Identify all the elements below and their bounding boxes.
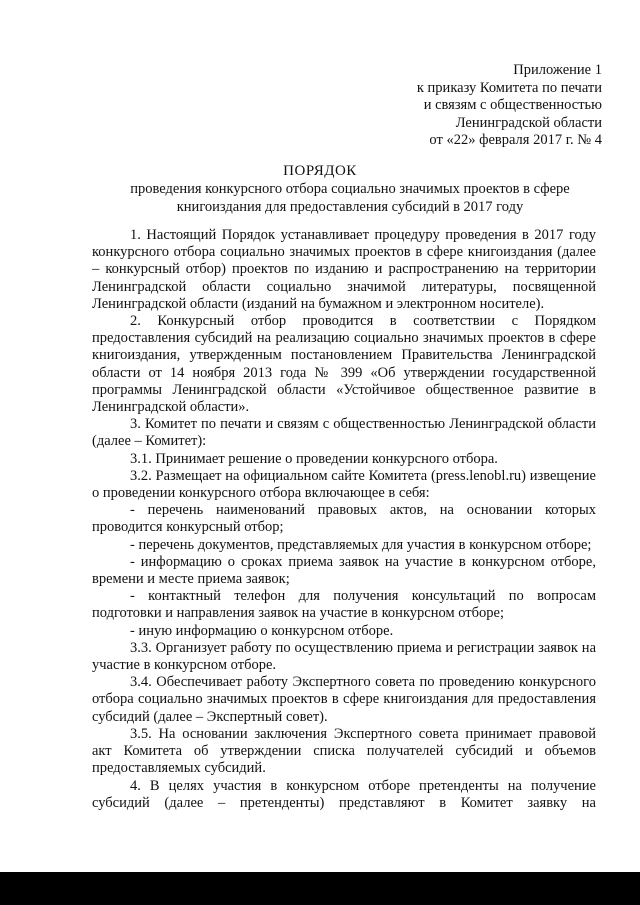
appendix-line-4: Ленинградской области: [455, 114, 602, 131]
list-item-documents: - перечень документов, представляемых для участия в конкурсном отборе;: [130, 536, 592, 553]
paragraph-3-3: 3.3. Организует работу по осуществлению приема и регистрации заявок на участие в конкурсном отборе.: [92, 639, 596, 674]
paragraph-4: 4. В целях участия в конкурсном отборе претенденты на получение субсидий (далее – претенденты) представляют в Комитет заявку на: [92, 777, 596, 811]
list-item-deadlines: - информацию о сроках приема заявок на участие в конкурсном отборе, времени и месте приема заявок;: [92, 553, 596, 588]
document-subtitle: проведения конкурсного отбора социально значимых проектов в сфере книгоиздания для предоставления субсидий в 2017 году: [130, 181, 570, 215]
paragraph-3-2: 3.2. Размещает на официальном сайте Комитета (press.lenobl.ru) извещение о проведении конкурсного отбора включающее в себя:: [92, 467, 596, 502]
paragraph-3-5: 3.5. На основании заключения Экспертного совета принимает правовой акт Комитета об утверждении списка получателей субсидий и объемов предоставляемых субсидий.: [92, 725, 596, 777]
document-title: ПОРЯДОК: [283, 163, 357, 179]
list-item-other-info: - иную информацию о конкурсном отборе.: [130, 622, 394, 639]
appendix-line-2: к приказу Комитета по печати: [416, 79, 602, 96]
scan-bottom-edge: [0, 872, 640, 905]
appendix-header: [417, 62, 602, 150]
paragraph-3-1: 3.1. Принимает решение о проведении конкурсного отбора.: [130, 450, 498, 467]
list-item-legal-acts: - перечень наименований правовых актов, на основании которых проводится конкурсный отбор;: [92, 502, 596, 536]
paragraph-2: 2. Конкурсный отбор проводится в соответствии с Порядком предоставления субсидий на реализацию социально значимых проектов в сфере книгоиздания, утвержденным постановлением Правительства Ленинградской области от 14 ноября 2013 года № 399 «Об утверждении государственной программы Ленинградской области «Устойчивое общественное развитие в Ленинградской области».: [92, 313, 596, 416]
paragraph-1: 1. Настоящий Порядок устанавливает процедуру проведения в 2017 году конкурсного отбора социально значимых проектов в сфере книгоиздания (далее – конкурсный отбор) проектов по изданию и распространению на территории Ленинградской области социально значимой литературы, посвященной Ленинградской области (изданий на бумажном и электронном носителе).: [92, 227, 596, 312]
appendix-line-5: от «22» февраля 2017 г. № 4: [429, 132, 602, 149]
document-body: [92, 227, 596, 812]
paragraph-3: 3. Комитет по печати и связям с общественностью Ленинградской области (далее – Комитет):: [92, 416, 596, 450]
list-item-contact-phone: - контактный телефон для получения консультаций по вопросам подготовки и направления заявок на участие в конкурсном отборе;: [92, 588, 596, 622]
paragraph-3-4: 3.4. Обеспечивает работу Экспертного совета по проведению конкурсного отбора социально значимых проектов в сфере книгоиздания для предоставления субсидий (далее – Экспертный совет).: [92, 674, 596, 725]
appendix-line-3: и связям с общественностью: [423, 97, 602, 114]
appendix-line-1: Приложение 1: [513, 62, 602, 78]
